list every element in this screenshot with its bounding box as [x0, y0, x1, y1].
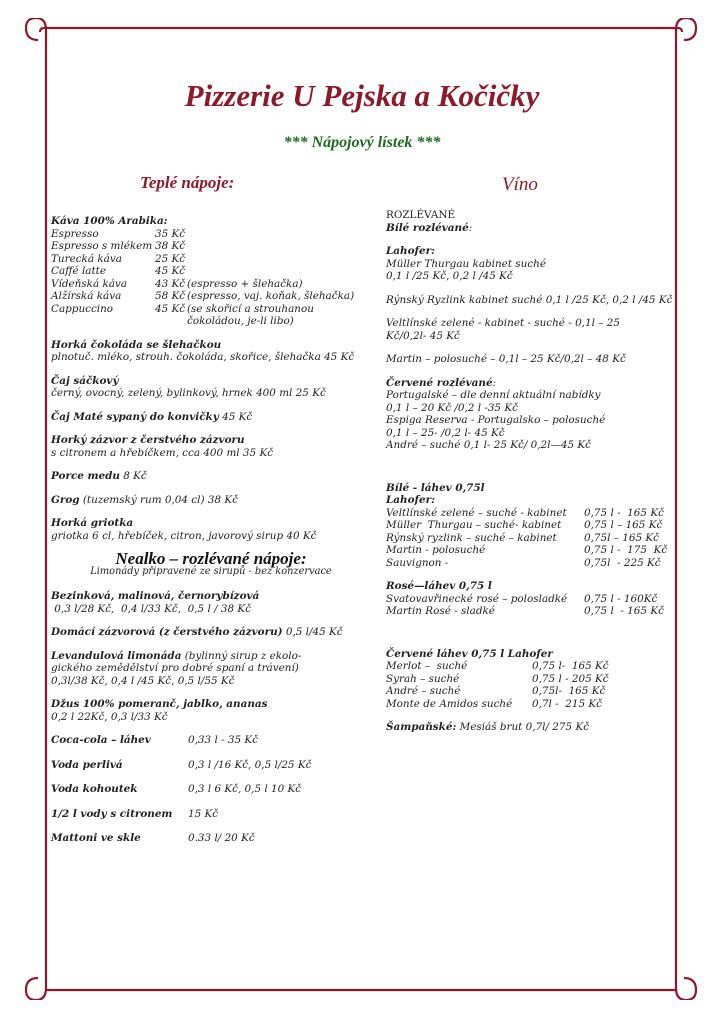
bottle_white-item	[386, 519, 686, 532]
coffee-name: Cappuccino	[51, 302, 114, 315]
bottle_white-name: Sauvignon -	[386, 556, 449, 569]
nealko-item	[51, 698, 371, 723]
rose-price: 0,75 l - 165 Kč	[584, 605, 664, 617]
hot-item	[51, 411, 371, 424]
bile-rozlevane-colon: :	[468, 221, 473, 234]
hot-item-name: Grog	[51, 493, 80, 506]
coffee-name: Espresso	[51, 227, 99, 240]
coffee-item	[51, 303, 371, 316]
hot-item-title	[51, 434, 371, 447]
nealko-row-name: Mattoni ve skle	[51, 832, 141, 844]
red_bottle-name: André – suché	[386, 685, 461, 697]
coffee-price: 43 Kč	[155, 277, 186, 290]
hot-item-title	[51, 470, 371, 483]
nealko-row	[51, 783, 371, 796]
hot-item-desc: s citronem a hřebíčkem, cca 400 ml 35 Kč	[51, 446, 274, 459]
hot-drinks-heading: Teplé nápoje:	[140, 173, 235, 192]
hot-item-inline: 8 Kč	[123, 470, 147, 482]
nealko-heading: Nealko – rozlévané nápoje:	[115, 549, 307, 568]
red-bottle-list	[386, 660, 686, 710]
hot-item-title	[51, 517, 371, 530]
nealko-item-name: Bezinková, malinová, černorybízová	[51, 590, 260, 602]
white-wine-list	[386, 258, 686, 366]
coffee-item	[51, 240, 371, 253]
bottle_white-item	[386, 557, 686, 570]
nealko-row-price: 15 Kč	[188, 807, 219, 820]
coffee-item	[51, 253, 371, 266]
bottle_white-price: 0,75 l – 165 Kč	[584, 519, 663, 531]
coffee-price: 45 Kč	[155, 265, 186, 277]
white-wine-item	[386, 294, 686, 307]
red_bottle-item	[386, 698, 686, 711]
hot-item-desc: griotka 6 cl, hřebíček, citron, javorový sirup 40 Kč	[51, 529, 317, 542]
page-title: Pizzerie U Pejska a Kočičky	[184, 78, 540, 113]
coffee-price: 58 Kč	[155, 290, 186, 302]
nealko-item-inline: 0,5 l/45 Kč	[285, 626, 343, 638]
white-wine-item	[386, 317, 686, 342]
lahofer-label-2: Lahofer:	[386, 494, 435, 506]
nealko-item	[51, 626, 371, 639]
bottle_white-price: 0,75 l - 175 Kč	[584, 544, 668, 556]
red_bottle-price: 0,75 l - 205 Kč	[532, 672, 609, 685]
coffee-name: Caffé latte	[51, 265, 106, 277]
red_bottle-name: Monte de Amidos suché	[386, 697, 513, 710]
hot-item-name: Porce medu	[51, 470, 120, 482]
champagne-label: Šampaňské:	[386, 721, 457, 733]
hot-item-name: Horká čokoláda se šlehačkou	[51, 338, 222, 351]
hot-item	[51, 434, 371, 459]
rose-price: 0,75 l - 160Kč	[584, 592, 658, 605]
nealko-item-name: Domácí zázvorová (z čerstvého zázvoru)	[51, 626, 283, 638]
nealko-row-name: 1/2 l vody s citronem	[51, 807, 173, 820]
nealko-item-desc: 0,3 l/28 Kč, 0,4 l/33 Kč, 0,5 l / 38 Kč	[51, 602, 251, 615]
hot-item	[51, 470, 371, 483]
white-wine-item	[386, 258, 686, 283]
red-wine-line: Espiga Reserva - Portugalsko – polosuché	[386, 414, 606, 426]
red-wine-list	[386, 389, 686, 452]
nealko-subheading: Limonády připravené ze sirupů - bez konzervace	[90, 565, 332, 577]
hot-item-name: Horká griotka	[51, 517, 134, 529]
bottle_white-item	[386, 532, 686, 545]
red-bottle-heading: Červené láhev 0,75 l Lahofer	[386, 647, 553, 660]
rozlevane-label: ROZLÉVANÉ	[386, 209, 456, 221]
left-column	[51, 215, 371, 857]
bottle_white-price: 0,75 l - 165 Kč	[584, 506, 664, 519]
rose-heading: Rosé—láhev 0,75 l	[386, 580, 492, 592]
red_bottle-price: 0,75l- 165 Kč	[532, 685, 606, 697]
nealko-row-price: 0.33 l/ 20 Kč	[188, 832, 255, 844]
coffee-price: 35 Kč	[155, 227, 186, 240]
champagne-value: Mesiáš brut 0,7l/ 275 Kč	[459, 721, 590, 733]
coffee-name: Espresso s mlékem	[51, 240, 153, 252]
bottle_white-price: 0,75l - 225 Kč	[584, 556, 661, 569]
lahofer-label: Lahofer:	[386, 245, 435, 257]
nealko-row-name: Coca-cola – láhev	[51, 734, 151, 746]
nealko-item-desc: 0,2 l 22Kč, 0,3 l/33 Kč	[51, 710, 168, 723]
coffee-title: Káva 100% Arabika:	[51, 215, 168, 227]
white-wine-line: Martin – polosuché – 0,1l – 25 Kč/0,2l – 48 Kč	[386, 353, 626, 365]
menu-subtitle: *** Nápojový lístek ***	[283, 134, 441, 151]
nealko-row-name: Voda perlivá	[51, 758, 123, 771]
coffee-name: Turecká káva	[51, 252, 122, 265]
nealko-item-name: Levandulová limonáda	[51, 649, 182, 662]
bottle_white-name: Martin - polosuché	[386, 544, 486, 556]
coffee-item	[51, 265, 371, 278]
wine-heading: Víno	[502, 174, 538, 195]
hot-item-title	[51, 494, 371, 507]
red_bottle-item	[386, 685, 686, 698]
hot-item-inline: (tuzemský rum 0,04 cl) 38 Kč	[82, 493, 238, 506]
bottle_white-name: Rýnský ryzlink – suché – kabinet	[386, 531, 557, 544]
nealko-item-desc: gického zemědělství pro dobré spaní a trávení)	[51, 662, 299, 674]
nealko-item-title	[51, 626, 371, 639]
nealko-row-price: 0,3 l 6 Kč, 0,5 l 10 Kč	[188, 783, 302, 795]
red_bottle-item	[386, 673, 686, 686]
coffee-note: (espresso + šlehačka)	[187, 277, 303, 290]
hot-items	[51, 339, 371, 543]
red_bottle-price: 0,7l - 215 Kč	[532, 697, 602, 710]
nealko-row	[51, 832, 371, 845]
bottle_white-name: Müller Thurgau – suché- kabinet	[386, 519, 562, 531]
hot-item-name: Čaj Maté sypaný do konvičky	[51, 410, 219, 423]
bottle_white-name: Veltlínské zelené – suché - kabinet	[386, 506, 567, 519]
red-wine-line: Portugalské – dle denní aktuální nabídky	[386, 389, 601, 401]
nealko-row	[51, 734, 371, 747]
nealko-row	[51, 759, 371, 772]
red_bottle-price: 0,75 l- 165 Kč	[532, 660, 609, 672]
red-wine-line: André – suché 0,1 l- 25 Kč/ 0,2l—45 Kč	[386, 439, 591, 451]
nealko-item-name: Džus 100% pomeranč, jablko, ananas	[51, 698, 268, 710]
nealko-row-price: 0,33 l - 35 Kč	[188, 734, 258, 746]
coffee-name: Alžírská káva	[51, 290, 122, 302]
white-wine-line: Veltlínské zelené - kabinet - suché - 0,1l – 25	[386, 317, 620, 329]
white-wine-line: Müller Thurgau kabinet suché	[386, 257, 546, 270]
nealko-item	[51, 650, 371, 688]
coffee-note: (espresso, vaj. koňak, šlehačka)	[187, 290, 355, 302]
hot-item	[51, 517, 371, 542]
hot-item-desc: plnotuč. mléko, strouh. čokoláda, skořice, šlehačka 45 Kč	[51, 351, 355, 363]
white-wine-line: 0,1 l /25 Kč, 0,2 l /45 Kč	[386, 270, 513, 282]
white-wine-item	[386, 353, 686, 366]
red_bottle-item	[386, 660, 686, 673]
nealko-row	[51, 808, 371, 821]
white-wine-line: Kč/0,2l- 45 Kč	[386, 329, 460, 342]
coffee-list	[51, 228, 371, 316]
nealko-item-title	[51, 590, 371, 603]
nealko-item-title	[51, 698, 371, 711]
rose-item	[386, 605, 686, 618]
coffee-item	[51, 278, 371, 291]
coffee-price: 45 Kč	[155, 302, 186, 315]
hot-item	[51, 494, 371, 507]
white-wine-line: Rýnský Ryzlink kabinet suché 0,1 l /25 Kč, 0,2 l /45 Kč	[386, 293, 673, 306]
hot-item-name: Čaj sáčkový	[51, 374, 119, 387]
hot-item-title	[51, 375, 371, 388]
coffee-note: (se skořicí a strouhanou	[187, 302, 314, 315]
coffee-section	[51, 215, 371, 328]
hot-item	[51, 375, 371, 400]
hot-item	[51, 339, 371, 364]
hot-item-title	[51, 339, 371, 352]
red_bottle-name: Syrah – suché	[386, 672, 460, 685]
nealko-item-desc2: 0,3l/38 Kč, 0,4 l /45 Kč, 0,5 l/55 Kč	[51, 674, 235, 687]
hot-item-title	[51, 411, 371, 424]
rose-item	[386, 593, 686, 606]
nealko-row-price: 0,3 l /16 Kč, 0,5 l/25 Kč	[188, 758, 312, 771]
nealko-item-title	[51, 650, 371, 663]
coffee-item	[51, 228, 371, 241]
coffee-price: 25 Kč	[155, 252, 186, 265]
rose-name: Martin Rosé - sladké	[386, 605, 495, 617]
rose-list	[386, 593, 686, 618]
bile-lahev-heading: Bílé - láhev 0,75l	[386, 481, 485, 494]
hot-item-inline: 45 Kč	[222, 410, 253, 423]
coffee-name: Vídeňská káva	[51, 277, 128, 290]
bottle-white-list	[386, 507, 686, 570]
red-wine-line: 0,1 l – 25- /0,2 l- 45 Kč	[386, 426, 505, 439]
red_bottle-name: Merlot – suché	[386, 660, 468, 672]
hot-item-desc: černý, ovocný, zelený, bylinkový, hrnek 400 ml 25 Kč	[51, 387, 326, 399]
rose-name: Svatovavřinecké rosé – polosladké	[386, 592, 568, 605]
bottle_white-price: 0,75l – 165 Kč	[584, 531, 659, 544]
bottle_white-item	[386, 544, 686, 557]
nealko-item	[51, 590, 371, 615]
nealko-rows	[51, 734, 371, 845]
coffee-item	[51, 290, 371, 303]
nealko-row-name: Voda kohoutek	[51, 783, 138, 795]
red-wine-line: 0,1 l – 20 Kč /0,2 l -35 Kč	[386, 401, 518, 414]
nealko-item-inline: (bylinný sirup z ekolo-	[184, 649, 302, 662]
bile-rozlevane: Bílé rozlévané	[386, 221, 469, 234]
bottle_white-item	[386, 507, 686, 520]
cervene-rozlevane-colon: :	[492, 376, 497, 389]
nealko-items	[51, 590, 371, 723]
hot-item-name: Horký zázvor z čerstvého zázvoru	[51, 434, 245, 446]
coffee-note: čokoládou, je-li libo)	[187, 315, 294, 327]
coffee-price: 38 Kč	[155, 240, 186, 252]
right-column	[386, 209, 686, 734]
cervene-rozlevane: Červené rozlévané	[386, 376, 493, 389]
